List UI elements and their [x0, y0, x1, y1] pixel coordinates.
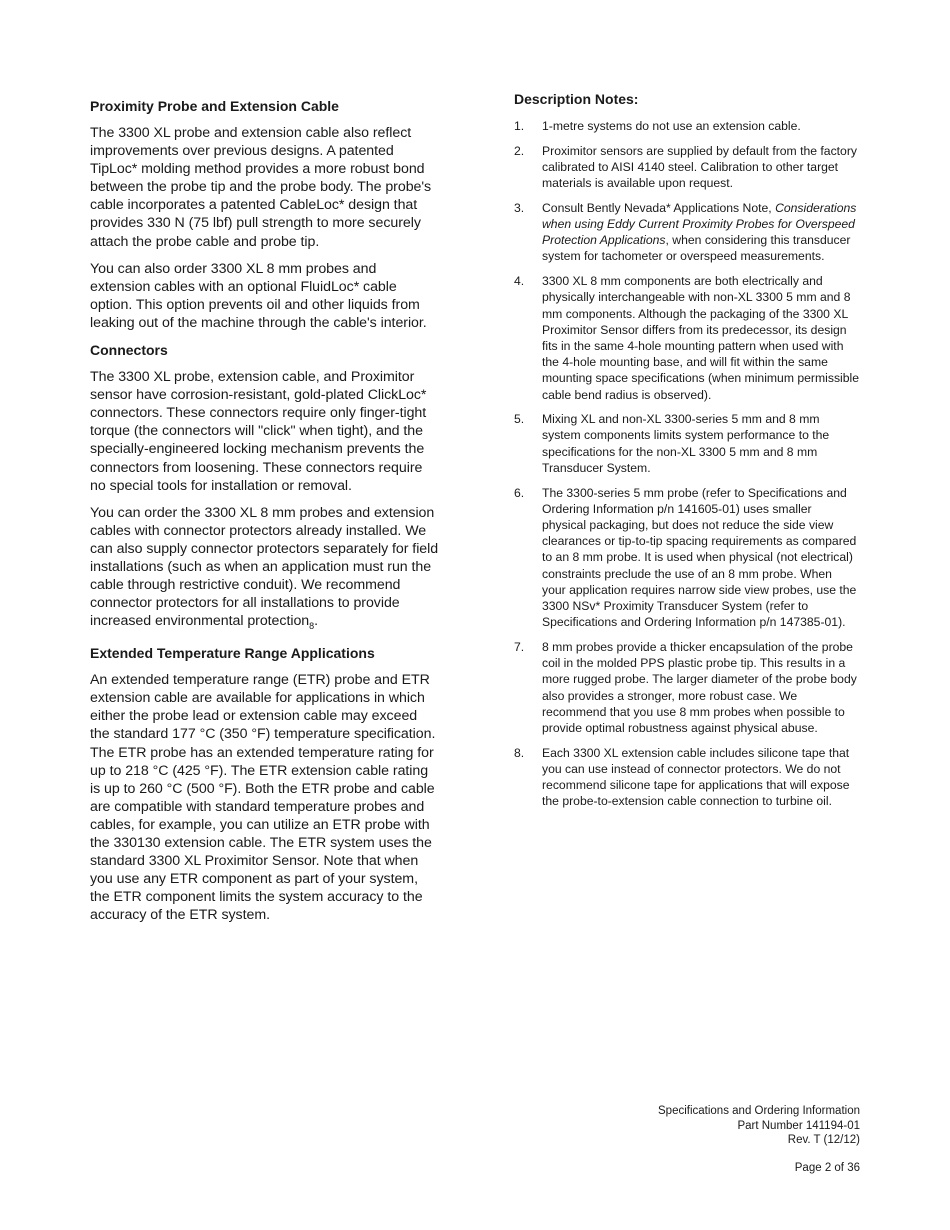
heading-connectors: Connectors — [90, 342, 168, 359]
note-text: Proximitor sensors are supplied by default from the factory calibrated to AISI 4140 steel. Calibration to other target materials is available upon request. — [542, 143, 857, 191]
note-text: 1-metre systems do not use an extension cable. — [542, 119, 801, 133]
connector-protectors-text: You can order the 3300 XL 8 mm probes and extension cables with connector protectors already installed. We can also supply connector protectors separately for field installations (such as when an application must run the cable through restrictive conduit). We recommend connector protectors for all installations to provide increased environmental protection — [90, 504, 439, 630]
note-number: 2. — [514, 143, 525, 158]
note-number: 7. — [514, 639, 525, 654]
applications-note-title: Considerations when using Eddy Current Proximity Probes for Overspeed Protection Applications — [542, 200, 857, 248]
note-text: 3300 XL 8 mm components are both electrically and physically interchangeable with non-XL 3300 5 mm and 8 mm components. Although the packaging of the 3300 XL Proximitor Sensor differs from its predecessor, its design fits in the same 4-hole mounting pattern when used with the 4-hole mounting base, and will fit within the same mounting space specifications (when minimum permissible cable bend radius is observed). — [542, 274, 860, 402]
heading-extended-temperature: Extended Temperature Range Applications — [90, 645, 375, 662]
description-notes-list — [514, 118, 859, 809]
note-number: 6. — [514, 485, 525, 500]
paragraph-probe-improvements: The 3300 XL probe and extension cable also reflect improvements over previous designs. A patented TipLoc* molding method provides a more robust bond between the probe tip and the probe body. The probe's cable incorporates a patented CableLoc* design that provides 330 N (75 lbf) pull strength to more securely attach the probe cable and probe tip. — [90, 125, 432, 250]
description-notes-heading: Description Notes: — [514, 91, 639, 107]
note-text: The 3300-series 5 mm probe (refer to Specifications and Ordering Information p/n 141605-01) uses smaller physical packaging, but does not reduce the side view clearances or tip-to-tip spacing requirements as compared to an 8 mm probe. It is used when physical (not electrical) constraints preclude the use of an 8 mm probe. When your application requires narrow side view probes, use the 3300 NSv* Proximity Transducer System (refer to Specifications and Ordering Information p/n 147385-01). — [542, 485, 857, 630]
note-item — [514, 745, 859, 810]
note-item — [514, 411, 859, 476]
note-item — [514, 639, 859, 736]
note-text: 8 mm probes provide a thicker encapsulation of the probe coil in the molded PPS plastic probe tip. This results in a more rugged probe. The larger diameter of the probe body also provides a stronger, more robust case. We recommend that you use 8 mm probes when possible to provide optimal robustness against physical abuse. — [542, 639, 857, 735]
note-text-post: , when considering this transducer system for tachometer or overspeed measurements. — [542, 233, 851, 264]
note-reference: 8 — [309, 621, 315, 632]
note-number: 8. — [514, 745, 525, 760]
footer-revision: Rev. T (12/12) — [787, 1134, 860, 1146]
note-number: 1. — [514, 119, 525, 133]
note-number: 3. — [514, 200, 525, 215]
footer-document-title: Specifications and Ordering Information — [658, 1105, 860, 1117]
note-item — [514, 143, 859, 192]
note-text: Mixing XL and non-XL 3300-series 5 mm and 8 mm system components limits system performance to the specifications for the non-XL 3300 5 mm and 8 mm Transducer System. — [542, 412, 830, 475]
paragraph-etr: An extended temperature range (ETR) probe and ETR extension cable are available for applications in which either the probe lead or extension cable may exceed the standard 177 °C (350 °F) temperature specification. The ETR probe has an extended temperature rating for up to 218 °C (425 °F). The ETR extension cable rating is up to 260 °C (500 °F). Both the ETR probe and cable are compatible with standard temperature probes and cables, for example, you can utilize an ETR probe with the 330130 extension cable. The ETR system uses the standard 3300 XL Proximitor Sensor. Note that when you use any ETR component as part of your system, the ETR component limits the system accuracy to the accuracy of the ETR system. — [90, 672, 436, 924]
note-item — [514, 200, 859, 265]
paragraph-fluidloc: You can also order 3300 XL 8 mm probes and extension cables with an optional FluidLoc* cable option. This option prevents oil and other liquids from leaking out of the machine through the cable's interior. — [90, 260, 427, 331]
note-item — [514, 118, 859, 134]
connector-protectors-end: . — [314, 613, 318, 630]
note-number: 4. — [514, 274, 525, 289]
note-text — [542, 201, 856, 264]
note-text-pre: Consult Bently Nevada* Applications Note, — [542, 200, 776, 215]
note-text: Each 3300 XL extension cable includes silicone tape that you can use instead of connector protectors. We do not recommend silicone tape for applications that will expose the probe-to-extension cable connection to turbine oil. — [542, 745, 850, 809]
note-number: 5. — [514, 412, 525, 427]
left-column — [90, 97, 440, 933]
paragraph-clickloc: The 3300 XL probe, extension cable, and Proximitor sensor have corrosion-resistant, gold-plated ClickLoc* connectors. These connectors require only finger-tight torque (the connectors will "click" when tight), and the specially-engineered locking mechanism prevents the connectors from loosening. These connectors require no special tools for installation or removal. — [90, 369, 427, 494]
right-column — [514, 90, 859, 818]
note-item — [514, 485, 859, 631]
note-item — [514, 273, 859, 403]
heading-proximity-probe: Proximity Probe and Extension Cable — [90, 98, 339, 114]
paragraph-connector-protectors — [90, 504, 440, 635]
footer-part-number: Part Number 141194-01 — [737, 1119, 860, 1132]
page-footer — [658, 1104, 860, 1175]
page-number: Page 2 of 36 — [794, 1161, 860, 1174]
